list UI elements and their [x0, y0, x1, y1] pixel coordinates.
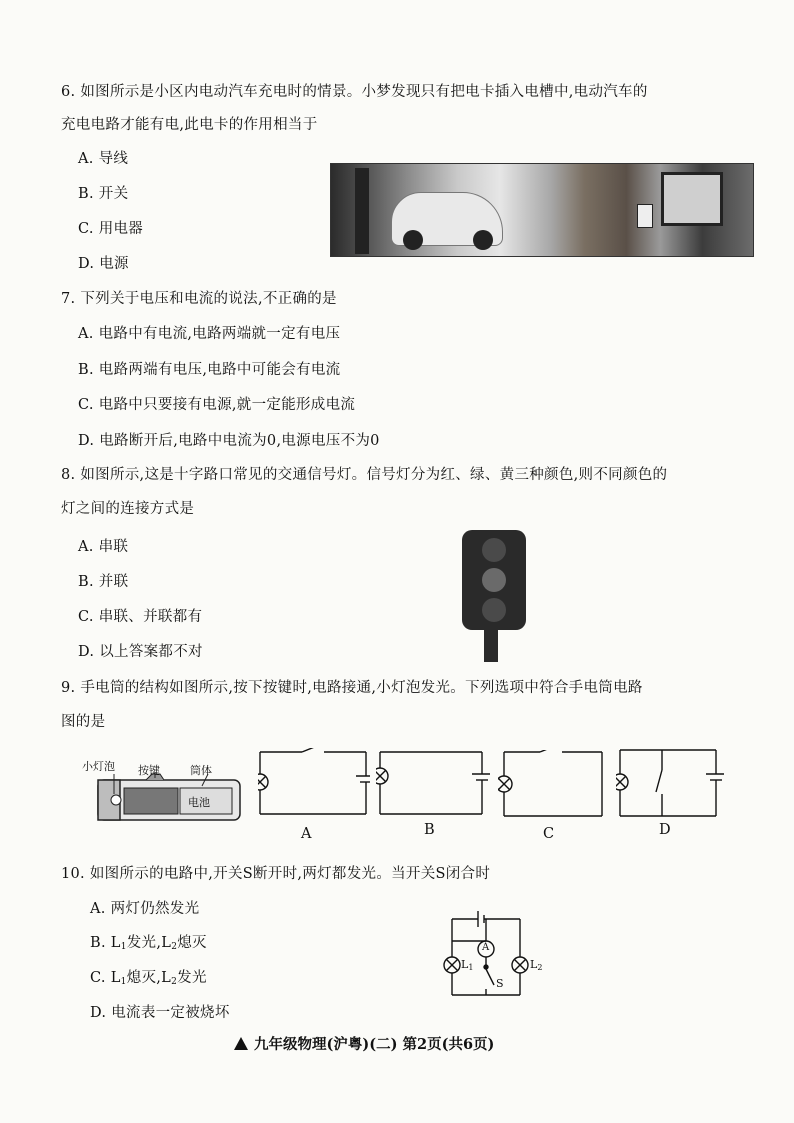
triangle-logo-icon	[234, 1037, 248, 1050]
flashlight-label-key: 按键	[138, 764, 160, 777]
q8-stem-line2: 灯之间的连接方式是	[61, 501, 195, 517]
circuit-label-b: B	[424, 822, 435, 838]
q10-lamp2-label: $L_2$	[530, 958, 543, 972]
circuit-diagram-d	[616, 748, 724, 822]
q10-lamp1-label: $L_1$	[461, 958, 474, 972]
q6-option-a: A. 导线	[78, 151, 129, 167]
q10-ammeter-label: A	[482, 942, 490, 953]
traffic-light-photo	[460, 528, 530, 662]
q8-option-a: A. 串联	[78, 539, 129, 555]
q9-stem-line2: 图的是	[61, 714, 106, 730]
q7-stem: 7. 下列关于电压和电流的说法,不正确的是	[61, 291, 337, 307]
q6-option-d: D. 电源	[78, 256, 129, 272]
q6-stem-line2: 充电电路才能有电,此电卡的作用相当于	[61, 117, 318, 133]
q10-stem: 10. 如图所示的电路中,开关S断开时,两灯都发光。当开关S闭合时	[61, 866, 491, 882]
q7-option-d: D. 电路断开后,电路中电流为0,电源电压不为0	[78, 433, 380, 449]
page-footer	[234, 1033, 494, 1054]
q10-circuit-diagram	[430, 905, 560, 1005]
q8-option-c: C. 串联、并联都有	[78, 609, 203, 625]
q8-option-d: D. 以上答案都不对	[78, 644, 203, 660]
q8-stem-line1: 8. 如图所示,这是十字路口常见的交通信号灯。信号灯分为红、绿、黄三种颜色,则不同颜色的	[61, 467, 668, 483]
circuit-label-a: A	[301, 826, 312, 842]
circuit-diagram-a	[258, 748, 370, 848]
circuit-diagram-c	[498, 750, 610, 820]
q10-option-c: C. $L_1$熄灭$,L_2$发光	[90, 970, 207, 987]
q10-switch-label: S	[496, 977, 504, 990]
q6-stem-line1: 6. 如图所示是小区内电动汽车充电时的情景。小梦发现只有把电卡插入电槽中,电动汽车的	[61, 84, 648, 100]
q10-circuit-drawing	[430, 905, 560, 1005]
q6-option-c: C. 用电器	[78, 221, 144, 237]
q10-option-b: B. $L_1$发光$,L_2$熄灭	[90, 935, 207, 952]
q10-option-d: D. 电流表一定被烧坏	[90, 1005, 230, 1021]
footer-text: 九年级物理(沪粤)(二) 第2页(共6页)	[254, 1036, 495, 1053]
circuit-label-d: D	[659, 822, 671, 838]
q9-stem-line1: 9. 手电筒的结构如图所示,按下按键时,电路接通,小灯泡发光。下列选项中符合手电筒电路	[61, 680, 643, 696]
circuit-label-c: C	[543, 826, 555, 842]
q7-option-a: A. 电路中有电流,电路两端就一定有电压	[78, 326, 341, 342]
q6-option-b: B. 开关	[78, 186, 129, 202]
flashlight-label-tube: 筒体	[190, 764, 212, 777]
flashlight-label-bulb: 小灯泡	[82, 760, 115, 773]
q7-option-b: B. 电路两端有电压,电路中可能会有电流	[78, 362, 341, 378]
flashlight-figure	[80, 756, 250, 826]
ev-charging-photo	[330, 163, 754, 257]
q10-option-a: A. 两灯仍然发光	[90, 901, 200, 917]
q8-option-b: B. 并联	[78, 574, 129, 590]
flashlight-label-battery: 电池	[188, 796, 210, 809]
q7-option-c: C. 电路中只要接有电源,就一定能形成电流	[78, 397, 356, 413]
circuit-diagram-b	[376, 750, 490, 820]
